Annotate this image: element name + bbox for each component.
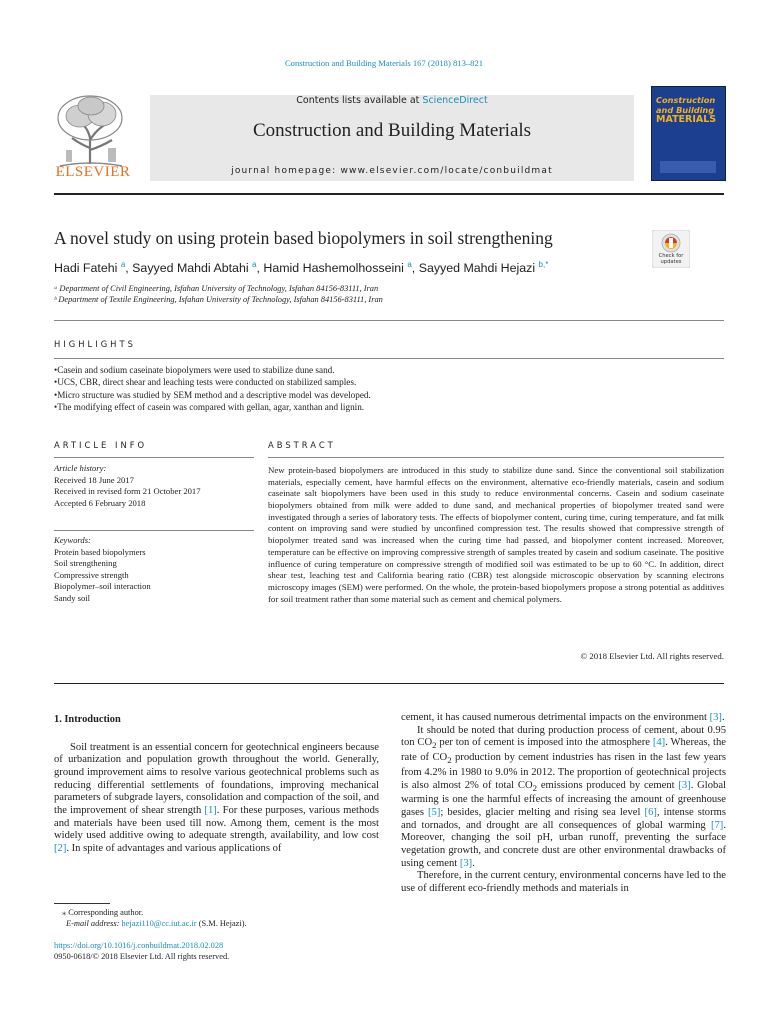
citation-link[interactable]: [3] [709, 712, 722, 723]
footnote-rule [54, 903, 110, 904]
accepted-date: Accepted 6 February 2018 [54, 497, 146, 508]
journal-citation[interactable]: Construction and Building Materials 167 (2018) 813–821 [284, 58, 484, 68]
author-name[interactable]: Hamid Hashemolhosseini [263, 261, 404, 276]
crossmark-label: Check for updates [658, 253, 684, 265]
crossmark-badge[interactable] [652, 230, 690, 268]
subscript: 2 [532, 782, 538, 793]
highlights-list [54, 364, 724, 414]
subscript: 2 [447, 755, 452, 766]
highlight-item: • UCS, CBR, direct shear and leaching tests were conducted on stabilized samples. [54, 376, 724, 388]
cover-line-1: Construction [656, 95, 716, 105]
sciencedirect-link[interactable]: ScienceDirect [422, 95, 488, 106]
author-list: Hadi Fatehi $^a$, Sayyed Mahdi Abtahi $^a$, Hamid Hashemolhosseini $^a$, Sayyed Mahdi Hejazi $^{b,*}$ [54, 260, 549, 276]
section-rule [54, 320, 724, 321]
publisher-name: ELSEVIER [55, 164, 131, 180]
author-name[interactable]: Hadi Fatehi [54, 261, 118, 276]
body-text: ; besides, glacier melting and rising sea level [440, 806, 645, 818]
keywords [54, 535, 254, 604]
email-line [54, 918, 384, 929]
body-rule [54, 683, 724, 684]
body-text: , intense storms and tornados, and drought are all consequences of global warming [401, 806, 726, 831]
email-label: E-mail address: [66, 919, 122, 929]
keyword-item: Biopolymer–soil interaction [54, 581, 151, 591]
email-link[interactable]: hejazi110@cc.iut.ac.ir [121, 919, 197, 929]
cover-line-3: MATERIALS [656, 114, 717, 125]
footnote [54, 907, 384, 930]
citation-link[interactable]: [4] [652, 737, 666, 749]
body-text: . [721, 712, 725, 723]
highlight-item: • Micro structure was studied by SEM method and a descriptive model was developed. [54, 389, 724, 401]
author-affil-mark: b,* [538, 260, 549, 269]
citation-link[interactable]: [1] [204, 804, 217, 816]
body-text: It should be noted that during production process of cement, about 0.95 ton CO [401, 724, 726, 749]
citation-link[interactable]: [6] [644, 806, 657, 818]
highlight-item: • The modifying effect of casein was compared with gellan, agar, xanthan and lignin. [54, 401, 724, 413]
abstract-text: New protein-based biopolymers are introduced in this study to stabilize dune sand. Since the conventional soil stabilization materials, especially cement, have harmful effects on the environment, alternative eco-friendly materials, casein and sodium caseinate salt biopolymers have been used in this study to reduce environmental concerns. Casein and sodium caseinate biopolymers obtained from milk were added to dune sand, and mechanical properties of biopolymer treated sand were investigated through a series of laboratory tests. The effects of biopolymer content, curing time, curing temperature, and fat milk content on improving sand were studied by unconfined compression test. The results showed that compressive strength of biopolymer treated sand was increased when the curing time had passed, and biopolymer content increased. Moreover, temperature can be effective on improving compressive strength of samples treated by casein and sodium caseinate. The positive influence of curing temperature on compressive strength of modified soil was estimated to be up to 60 °C. In addition, direct shear test, leaching test and California bearing ratio (CBR) test alongside microscopic observation by scanning electrons microscopy images (SEM) were performed. On the whole, the protein-based biopolymers propose a strong potential as additives for soil treatment rather than some material such as cement and chemical polymers. [268, 465, 724, 604]
received-date: Received 18 June 2017 [54, 474, 134, 485]
body-text: emissions produced by cement [537, 779, 679, 791]
article-info-heading: ARTICLE INFO [54, 440, 148, 450]
body-paragraph: Therefore, in the current century, environmental concerns have led to the use of different eco-friendly methods and materials in [401, 870, 726, 894]
article-info-rule [54, 457, 254, 458]
keywords-rule [54, 530, 254, 531]
elsevier-logo [50, 88, 136, 184]
corresponding-author-note: ⁎ Corresponding author. [62, 908, 144, 917]
citation-link[interactable]: [3] [459, 857, 473, 869]
author-affil-mark: a [407, 260, 412, 269]
keyword-item: Sandy soil [54, 592, 91, 603]
keyword-item: Compressive strength [54, 569, 129, 580]
affiliation-a: ᵃ Department of Civil Engineering, Isfahan University of Technology, Isfahan 84156-83111, Iran [54, 284, 379, 293]
keywords-label: Keywords: [54, 535, 91, 545]
journal-name: Construction and Building Materials [252, 120, 532, 141]
author-name[interactable]: Sayyed Mahdi Hejazi [418, 261, 536, 276]
body-text: . Whereas, the rate of CO [401, 737, 727, 764]
keyword-item: Soil strengthening [54, 558, 117, 568]
body-text: . In spite of advantages and various applications of [66, 842, 282, 854]
author-name[interactable]: Sayyed Mahdi Abtahi [132, 261, 249, 276]
body-paragraph [401, 725, 726, 871]
contents-line [150, 95, 634, 106]
citation-link[interactable]: [3] [678, 779, 691, 791]
cover-line-2: and Building [656, 105, 715, 115]
subscript: 2 [432, 740, 437, 751]
body-text: per ton of cement is imposed into the atmosphere [436, 737, 653, 749]
revised-date: Received in revised form 21 October 2017 [54, 486, 201, 496]
abstract-heading: ABSTRACT [268, 440, 336, 450]
body-paragraph [401, 712, 726, 725]
contents-prefix: Contents lists available at [296, 95, 423, 106]
abstract-rule [268, 457, 724, 458]
header-rule [54, 193, 724, 195]
abstract-copyright: © 2018 Elsevier Ltd. All rights reserved. [580, 651, 724, 661]
journal-cover-image [651, 86, 726, 181]
doi-block [54, 940, 384, 962]
body-text: . [472, 857, 475, 869]
doi-link[interactable]: https://doi.org/10.1016/j.conbuildmat.2018.02.028 [54, 941, 224, 950]
highlights-rule [54, 358, 724, 359]
body-paragraph [54, 742, 379, 856]
email-suffix: (S.M. Hejazi). [196, 919, 247, 929]
issn-copyright: 0950-0618/© 2018 Elsevier Ltd. All rights reserved. [54, 952, 230, 961]
author-affil-mark: a [252, 260, 257, 269]
cover-decoration [660, 161, 716, 173]
keyword-item: Protein based biopolymers [54, 546, 146, 557]
citation-link[interactable]: [5] [428, 806, 441, 818]
article-title: A novel study on using protein based biopolymers in soil strengthening [54, 228, 553, 248]
author-affil-mark: a [120, 260, 126, 269]
journal-homepage[interactable]: journal homepage: www.elsevier.com/locate/conbuildmat [231, 166, 553, 176]
body-text: cement, it has caused numerous detrimental impacts on the environment [401, 712, 710, 723]
body-text: production by cement industries has risen in the last few years from 4.2% in 1980 to 9.0% in 2012. The proportion of geotechnical projects is also almost 2% of total CO [401, 752, 727, 791]
cover-title [656, 95, 724, 125]
citation-link[interactable]: [2] [54, 842, 67, 854]
history-label: Article history: [54, 463, 107, 473]
body-text: . Moreover, changing the soil pH, urban runoff, preventing the surface vegetation growth, and concrete dust are other environmental drawbacks of using cement [401, 819, 726, 869]
affiliation-b: ᵇ Department of Textile Engineering, Isfahan University of Technology, Isfahan 84156-83111, Iran [54, 295, 383, 304]
body-text: . For these purposes, various methods and materials have been used till now. Among them, cement is the most widely used additive owing to adequate strength, availability, and low cost [54, 804, 379, 842]
highlights-heading: HIGHLIGHTS [54, 339, 136, 349]
citation-link[interactable]: [7] [710, 819, 724, 831]
body-text: Soil treatment is an essential concern for geotechnical engineers because of urbanization and population growth throughout the world. Generally, ground improvement aims to resolve various geotechnical problems such as reducing differential settlements of foundations, improving mechanical parameters of subgrade layers, consolidation and compaction of the soil, and the improvement of shear strength [54, 741, 379, 816]
body-column-right [401, 712, 726, 896]
article-history [54, 463, 254, 509]
body-text: . Global warming is one the harmful effects of increasing the amount of greenhouse gases [401, 779, 726, 818]
body-column-left [54, 714, 379, 856]
highlight-item: • Casein and sodium caseinate biopolymers were used to stabilize dune sand. [54, 364, 724, 376]
section-heading-introduction: 1. Introduction [54, 714, 121, 725]
